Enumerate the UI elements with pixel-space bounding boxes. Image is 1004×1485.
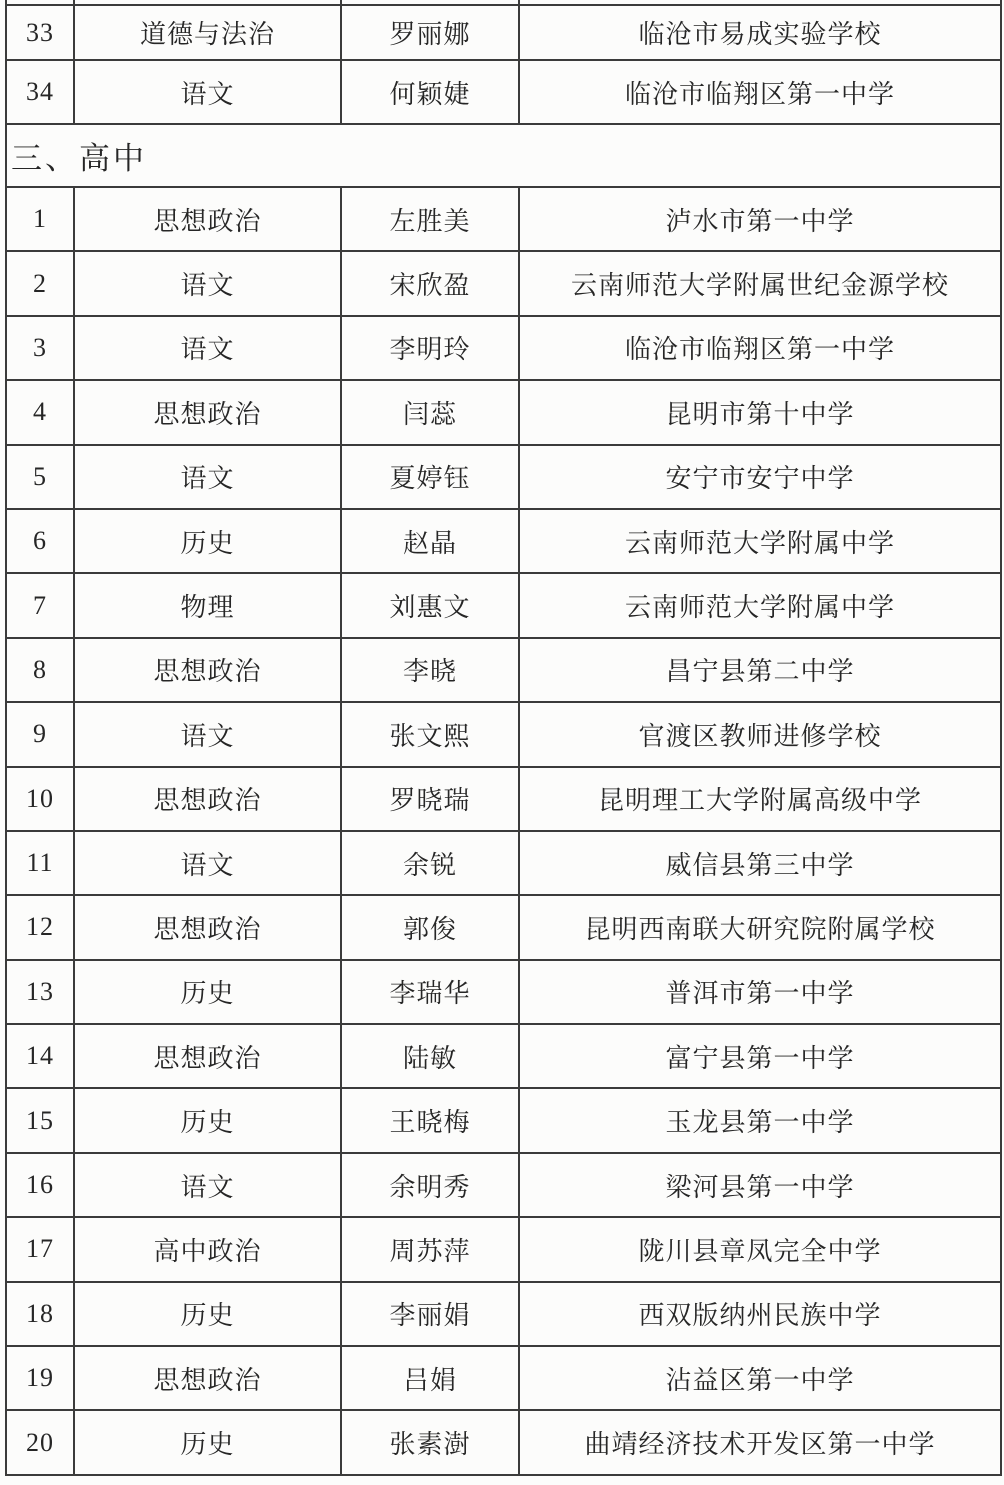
- table-row: [6, 445, 1001, 509]
- teacher-name-cell: 闫蕊: [341, 380, 519, 444]
- school-cell: 昆明西南联大研究院附属学校: [519, 895, 1001, 959]
- subject-cell: 思想政治: [74, 1024, 341, 1088]
- teacher-name-cell: 刘惠文: [341, 573, 519, 637]
- table-row: [6, 895, 1001, 959]
- row-number-cell: 13: [6, 960, 74, 1024]
- row-number-cell: 33: [6, 5, 74, 60]
- subject-cell: 思想政治: [74, 380, 341, 444]
- row-number-cell: 10: [6, 767, 74, 831]
- subject-cell: 语文: [74, 316, 341, 380]
- subject-cell: 语文: [74, 445, 341, 509]
- row-number-cell: 2: [6, 251, 74, 315]
- teacher-name-cell: 李明玲: [341, 316, 519, 380]
- row-number-cell: 19: [6, 1346, 74, 1410]
- teacher-name-cell: 宋欣盈: [341, 251, 519, 315]
- row-number-cell: 12: [6, 895, 74, 959]
- school-cell: 西双版纳州民族中学: [519, 1282, 1001, 1346]
- table-row: [6, 1088, 1001, 1152]
- subject-cell: 历史: [74, 1282, 341, 1346]
- school-cell: 普洱市第一中学: [519, 960, 1001, 1024]
- subject-cell: 历史: [74, 509, 341, 573]
- school-cell: 富宁县第一中学: [519, 1024, 1001, 1088]
- row-number-cell: 15: [6, 1088, 74, 1152]
- subject-cell: 高中政治: [74, 1217, 341, 1281]
- teacher-name-cell: 李丽娟: [341, 1282, 519, 1346]
- school-cell: 梁河县第一中学: [519, 1153, 1001, 1217]
- teacher-name-cell: 余明秀: [341, 1153, 519, 1217]
- teacher-award-table: [5, 0, 1002, 1476]
- table-container: [5, 0, 1001, 1476]
- school-cell: 沾益区第一中学: [519, 1346, 1001, 1410]
- table-row: [6, 251, 1001, 315]
- subject-cell: 思想政治: [74, 1346, 341, 1410]
- teacher-name-cell: 李晓: [341, 638, 519, 702]
- school-cell: 云南师范大学附属中学: [519, 509, 1001, 573]
- table-row: [6, 702, 1001, 766]
- teacher-name-cell: 夏婷钰: [341, 445, 519, 509]
- school-cell: 临沧市易成实验学校: [519, 5, 1001, 60]
- subject-cell: 历史: [74, 1088, 341, 1152]
- teacher-name-cell: 张文熙: [341, 702, 519, 766]
- teacher-name-cell: 罗晓瑞: [341, 767, 519, 831]
- teacher-name-cell: 李瑞华: [341, 960, 519, 1024]
- school-cell: 临沧市临翔区第一中学: [519, 316, 1001, 380]
- subject-cell: 历史: [74, 1410, 341, 1474]
- school-cell: 泸水市第一中学: [519, 187, 1001, 251]
- subject-cell: 思想政治: [74, 187, 341, 251]
- school-cell: 临沧市临翔区第一中学: [519, 60, 1001, 124]
- school-cell: 云南师范大学附属世纪金源学校: [519, 251, 1001, 315]
- table-row: [6, 1346, 1001, 1410]
- subject-cell: 语文: [74, 251, 341, 315]
- row-number-cell: 18: [6, 1282, 74, 1346]
- teacher-name-cell: 罗丽娜: [341, 5, 519, 60]
- table-row: [6, 60, 1001, 124]
- table-row: [6, 509, 1001, 573]
- row-number-cell: 6: [6, 509, 74, 573]
- school-cell: 曲靖经济技术开发区第一中学: [519, 1410, 1001, 1474]
- subject-cell: 思想政治: [74, 767, 341, 831]
- section-header-row: [6, 124, 1001, 187]
- school-cell: 安宁市安宁中学: [519, 445, 1001, 509]
- subject-cell: 语文: [74, 60, 341, 124]
- teacher-name-cell: 赵晶: [341, 509, 519, 573]
- table-row: [6, 1410, 1001, 1474]
- school-cell: 昆明市第十中学: [519, 380, 1001, 444]
- teacher-name-cell: 左胜美: [341, 187, 519, 251]
- row-number-cell: 3: [6, 316, 74, 380]
- row-number-cell: 7: [6, 573, 74, 637]
- table-row: [6, 5, 1001, 60]
- row-number-cell: 20: [6, 1410, 74, 1474]
- subject-cell: 物理: [74, 573, 341, 637]
- section-title: 三、高中: [6, 124, 1001, 187]
- school-cell: 昌宁县第二中学: [519, 638, 1001, 702]
- row-number-cell: 17: [6, 1217, 74, 1281]
- table-row: [6, 1024, 1001, 1088]
- table-row: [6, 1282, 1001, 1346]
- table-row: [6, 767, 1001, 831]
- table-row: [6, 1153, 1001, 1217]
- school-cell: 陇川县章凤完全中学: [519, 1217, 1001, 1281]
- school-cell: 昆明理工大学附属高级中学: [519, 767, 1001, 831]
- subject-cell: 思想政治: [74, 638, 341, 702]
- teacher-name-cell: 余锐: [341, 831, 519, 895]
- table-row: [6, 831, 1001, 895]
- table-row: [6, 1217, 1001, 1281]
- table-row: [6, 380, 1001, 444]
- table-row: [6, 960, 1001, 1024]
- teacher-name-cell: 周苏萍: [341, 1217, 519, 1281]
- teacher-name-cell: 张素澍: [341, 1410, 519, 1474]
- teacher-name-cell: 郭俊: [341, 895, 519, 959]
- teacher-name-cell: 陆敏: [341, 1024, 519, 1088]
- subject-cell: 语文: [74, 831, 341, 895]
- subject-cell: 思想政治: [74, 895, 341, 959]
- school-cell: 威信县第三中学: [519, 831, 1001, 895]
- subject-cell: 道德与法治: [74, 5, 341, 60]
- row-number-cell: 8: [6, 638, 74, 702]
- subject-cell: 语文: [74, 1153, 341, 1217]
- row-number-cell: 1: [6, 187, 74, 251]
- subject-cell: 历史: [74, 960, 341, 1024]
- teacher-name-cell: 吕娟: [341, 1346, 519, 1410]
- row-number-cell: 9: [6, 702, 74, 766]
- table-row: [6, 638, 1001, 702]
- school-cell: 玉龙县第一中学: [519, 1088, 1001, 1152]
- school-cell: 官渡区教师进修学校: [519, 702, 1001, 766]
- teacher-name-cell: 王晓梅: [341, 1088, 519, 1152]
- row-number-cell: 16: [6, 1153, 74, 1217]
- table-row: [6, 573, 1001, 637]
- table-row: [6, 187, 1001, 251]
- school-cell: 云南师范大学附属中学: [519, 573, 1001, 637]
- row-number-cell: 34: [6, 60, 74, 124]
- row-number-cell: 14: [6, 1024, 74, 1088]
- row-number-cell: 11: [6, 831, 74, 895]
- row-number-cell: 4: [6, 380, 74, 444]
- teacher-name-cell: 何颖婕: [341, 60, 519, 124]
- subject-cell: 语文: [74, 702, 341, 766]
- table-row: [6, 316, 1001, 380]
- row-number-cell: 5: [6, 445, 74, 509]
